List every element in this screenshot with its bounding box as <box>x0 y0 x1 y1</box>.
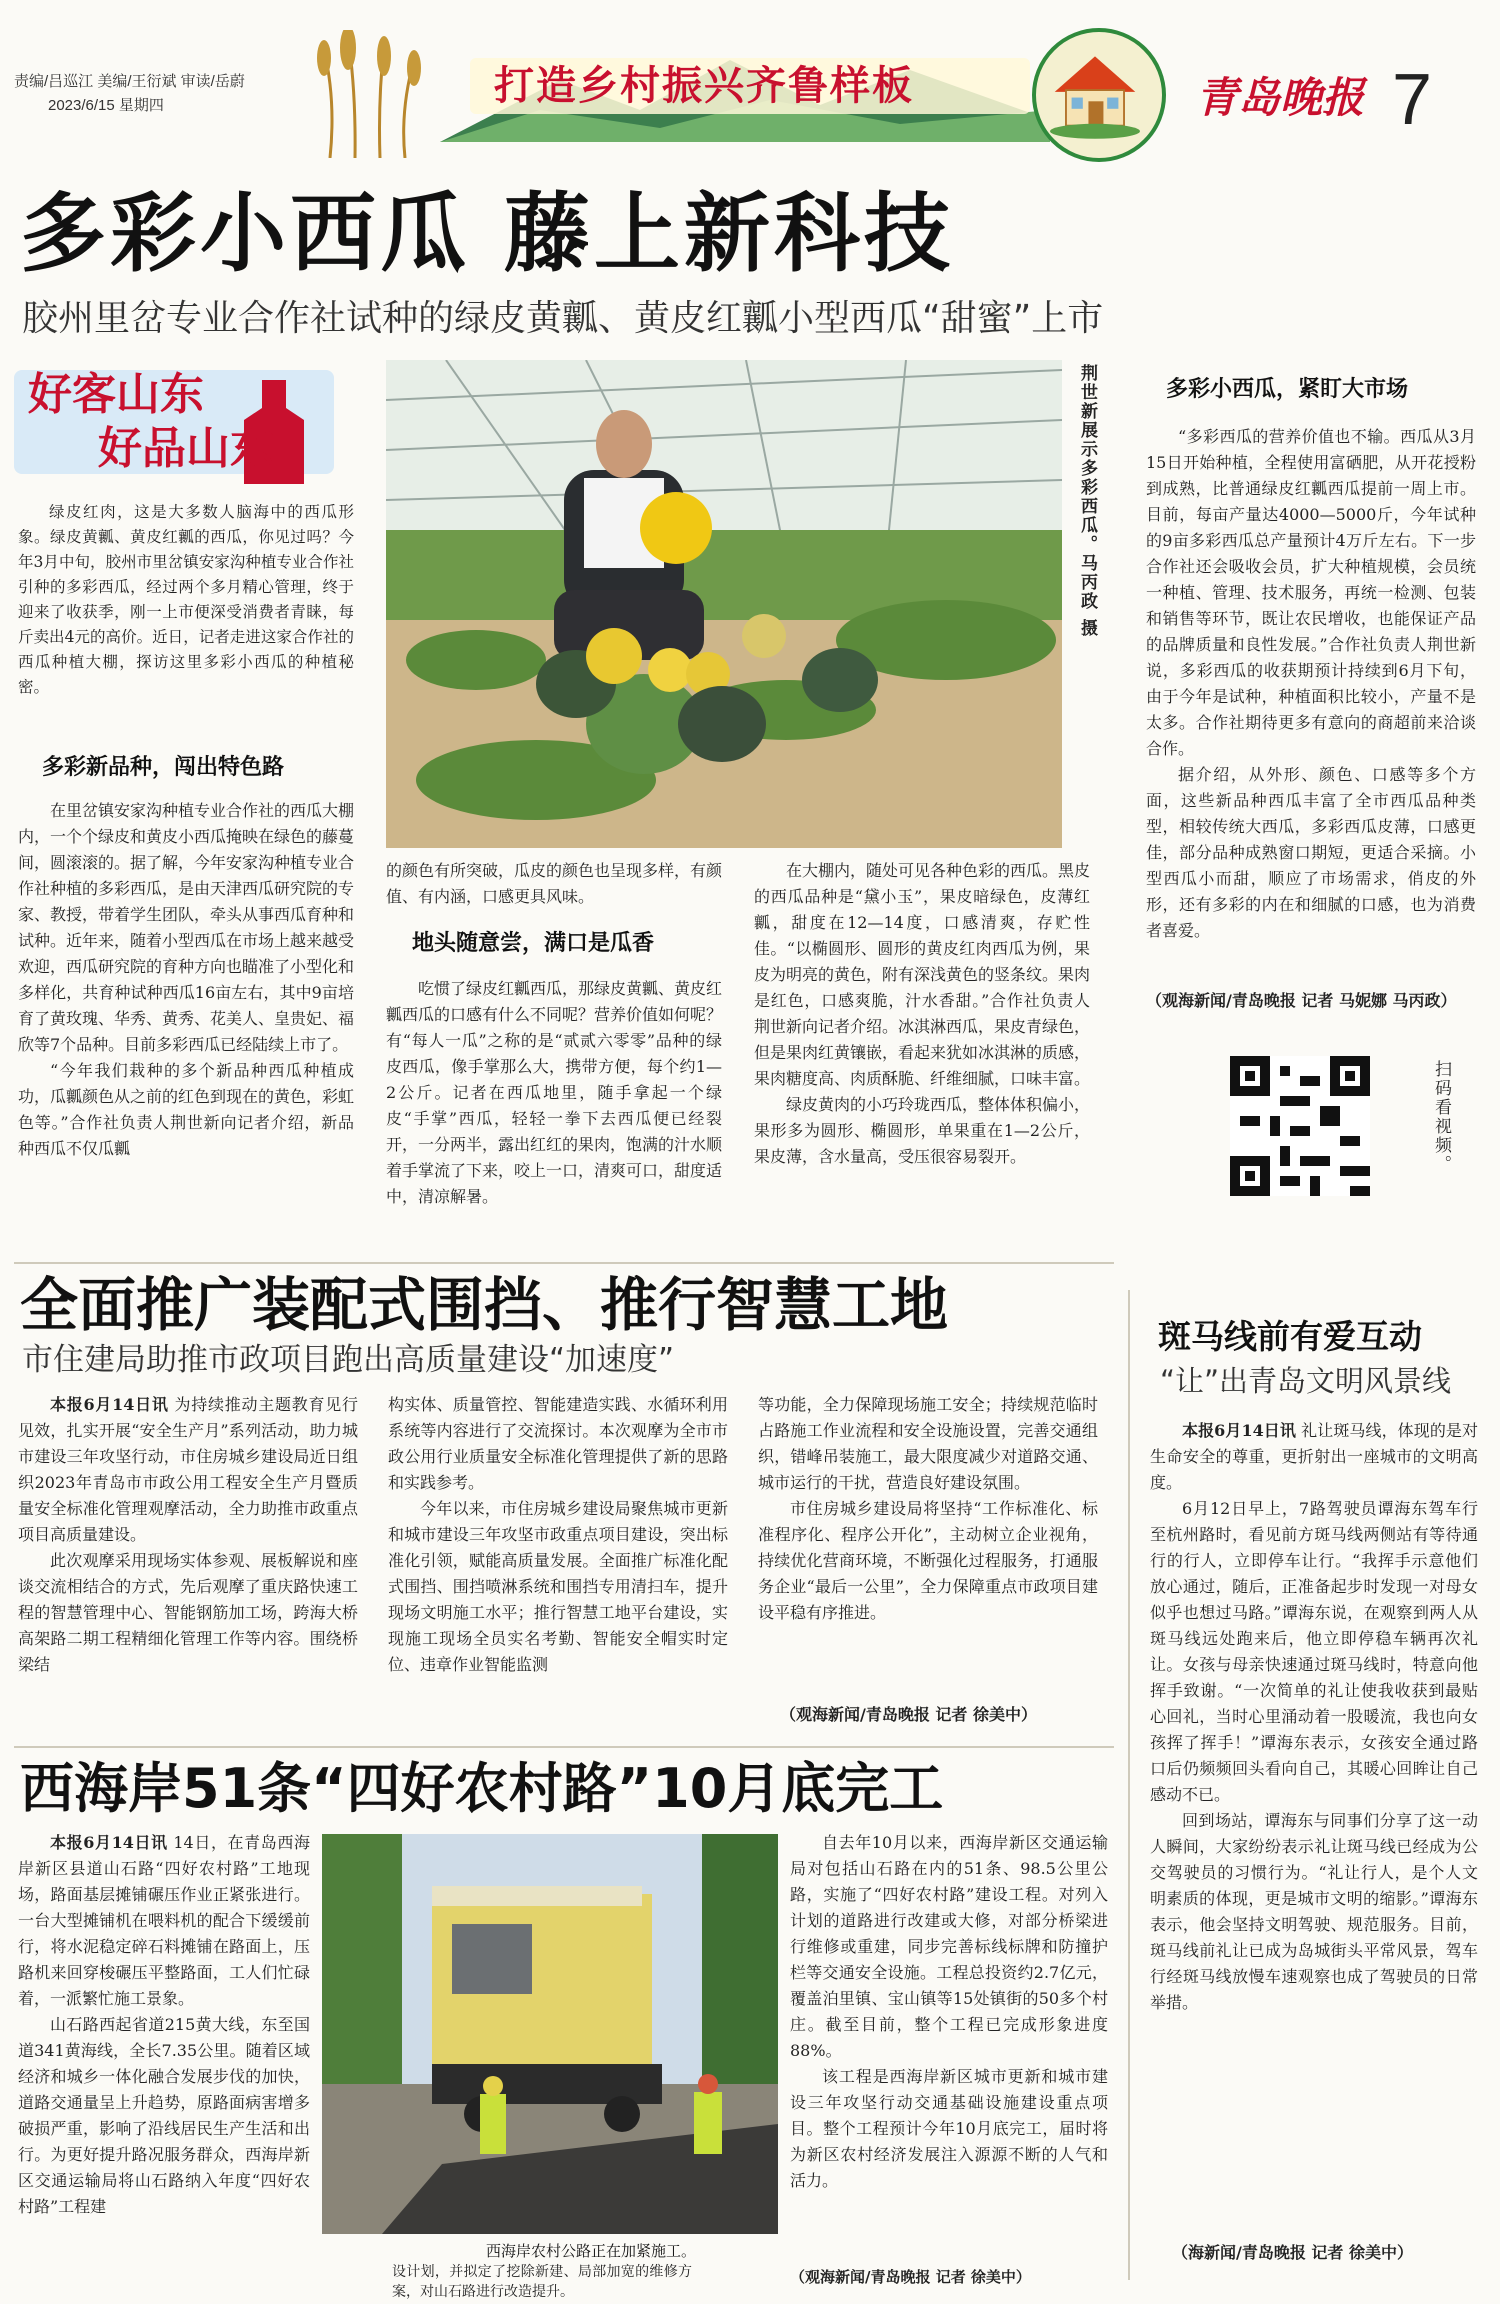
article2-subhead: 市住建局助推市政项目跑出高质量建设“加速度” <box>22 1342 675 1378</box>
paragraph: 6月12日早上，7路驾驶员谭海东驾车行至杭州路时，看见前方斑马线两侧站有等待通行的行人，立即停车让行。“我挥手示意他们放心通过，随后，正准备起步时发现一对母女似乎也想过马路。”谭海东说，在观察到两人从斑马线远处跑来后，他立即停稳车辆再次礼让。女孩与母亲快速通过斑马线时，特意向他挥手致谢。“一次简单的礼让使我收获到最贴心回礼，当时心里涌动着一股暖流，我也向女孩挥了挥手！”谭海东表示，女孩安全通过路口后仍频频回头看向自己，其暖心回眸让自己感动不已。 <box>1150 1499 1478 1804</box>
dateline: 本报6月14日讯 <box>50 1833 168 1852</box>
paragraph: 在大棚内，随处可见各种色彩的西瓜。黑皮的西瓜品种是“黛小玉”，果皮暗绿色，皮薄红瓤，甜度在12—14度，口感清爽，存贮性佳。“以椭圆形、圆形的黄皮红肉西瓜为例，果皮为明亮的黄色，附有深浅黄色的竖条纹。果肉是红色，口感爽脆，汁水香甜。”合作社负责人荆世新向记者介绍。冰淇淋西瓜，果皮青绿色，但是果肉红黄镶嵌，看起来犹如冰淇淋的质感，果肉糖度高、肉质酥脆、纤维细腻，口味丰富。 <box>754 861 1090 1088</box>
banner-title: 打造乡村振兴齐鲁样板 <box>494 63 914 109</box>
article2-col1 <box>18 1392 358 1728</box>
melon-photo <box>386 360 1062 848</box>
dateline: 本报6月14日讯 <box>50 1395 169 1414</box>
issue-date: 2023/6/15 星期四 <box>48 97 164 114</box>
article2-byline: （观海新闻/青岛晚报 记者 徐美中） <box>780 1705 1037 1724</box>
qr-code-icon[interactable] <box>1230 1056 1370 1196</box>
paragraph-text: 礼让斑马线，体现的是对生命安全的尊重，更折射出一座城市的文明高度。 <box>1150 1421 1478 1492</box>
paragraph: 绿皮黄肉的小巧玲珑西瓜，整体体积偏小，果形多为圆形、椭圆形，单果重在1—2公斤，果皮薄，含水量高，受压很容易裂开。 <box>754 1095 1090 1166</box>
article1-subhead: 胶州里岔专业合作社试种的绿皮黄瓤、黄皮红瓤小型西瓜“甜蜜”上市 <box>22 298 1104 339</box>
article4-col3 <box>790 1830 1108 2260</box>
article2-col2 <box>388 1392 728 1728</box>
credits-line: 责编/吕巡江 美编/王衍斌 审读/岳蔚 <box>14 73 245 90</box>
article2-headline: 全面推广装配式围挡、推行智慧工地 <box>20 1271 949 1339</box>
paragraph: 今年以来，市住房城乡建设局聚焦城市更新和城市建设三年攻坚市政重点项目建设，突出标准化引领，赋能高质量发展。全面推广标准化配式围挡、围挡喷淋系统和围挡专用清扫车，提升现场文明施工水平；推行智慧工地平台建设，实现施工现场全员实名考勤、智能安全帽实时定位、违章作业智能监测 <box>388 1499 728 1674</box>
paragraph: 回到场站，谭海东与同事们分享了这一动人瞬间，大家纷纷表示礼让斑马线已经成为公交驾驶员的习惯行为。“礼让行人，是个人文明素质的体现，更是城市文明的缩影。”谭海东表示，他会坚持文明驾驶、规范服务。目前，斑马线前礼让已成为岛城街头平常风景，驾车行经斑马线放慢车速观察也成了驾驶员的日常举措。 <box>1150 1811 1478 2012</box>
paragraph <box>1150 1418 1478 1496</box>
article1-section1-title: 多彩新品种，闯出特色路 <box>42 755 285 780</box>
paragraph: 此次观摩采用现场实体参观、展板解说和座谈交流相结合的方式，先后观摩了重庆路快速工程的智慧管理中心、智能钢筋加工场，跨海大桥高架路二期工程精细化管理工作等内容。围绕桥梁结 <box>18 1551 358 1674</box>
newspaper-name: 青岛晚报 <box>1196 73 1365 122</box>
article2-col3 <box>758 1392 1098 1702</box>
article3-headline: 斑马线前有爱互动 <box>1158 1317 1422 1356</box>
paragraph: 设计划，并拟定了挖除新建、局部加宽的维修方案，对山石路进行改造提升。 <box>392 2264 692 2300</box>
article3-byline: （海新闻/青岛晚报 记者 徐美中） <box>1172 2243 1413 2262</box>
paragraph: “多彩西瓜的营养价值也不输。西瓜从3月15日开始种植，全程使用富硒肥，从开花授粉到成熟，比普通绿皮红瓤西瓜提前一周上市。目前，每亩产量达4000—5000斤，今年试种的9亩多彩西瓜总产量预计4万斤左右。下一步合作社还会吸收会员，扩大种植规模，会员统一种植、管理、技术服务，再统一检测、包装和销售等环节，既让农民增收，也能保证产品的品牌质量和良性发展。”合作社负责人荆世新说，多彩西瓜的收获期预计持续到6月下旬，由于今年是试种，种植面积比较小，产量不是太多。合作社期待更多有意向的商超前来洽谈合作。 <box>1146 427 1476 758</box>
photo-caption: 荆世新展示多彩西瓜。马丙政 摄 <box>1077 364 1097 638</box>
editor-credits <box>14 70 245 118</box>
page-number: 7 <box>1392 60 1433 140</box>
article1-col2-top <box>386 858 722 914</box>
article4-byline: （观海新闻/青岛晚报 记者 徐美中） <box>790 2268 1031 2286</box>
article1-section3-title: 多彩小西瓜，紧盯大市场 <box>1166 377 1409 402</box>
qr-caption: 扫码看视频。 <box>1431 1060 1451 1174</box>
intro-paragraph: 绿皮红肉，这是大多数人脑海中的西瓜形象。绿皮黄瓤、黄皮红瓤的西瓜，你见过吗？今年3月中旬，胶州市里岔镇安家沟种植专业合作社引种的多彩西瓜，经过两个多月精心管理，终于迎来了收获季，刚一上市便深受消费者青睐，每斤卖出4元的高价。近日，记者走进这家合作社的西瓜种植大棚，探访这里多彩小西瓜的种植秘密。 <box>18 503 354 696</box>
paragraph: 构实体、质量管控、智能建造实践、水循环利用系统等内容进行了交流探讨。本次观摩为全市市政公用行业质量安全标准化管理提供了新的思路和实践参考。 <box>388 1395 728 1492</box>
paragraph: 自去年10月以来，西海岸新区交通运输局对包括山石路在内的51条、98.5公里公路，实施了“四好农村路”建设工程。对列入计划的道路进行改建或大修，对部分桥梁进行维修或重建，同步完善标线标牌和防撞护栏等交通安全设施。工程总投资约2.7亿元，覆盖泊里镇、宝山镇等15处镇街的50多个村庄。截至目前，整个工程已完成形象进度88%。 <box>790 1833 1108 2060</box>
article4-col1 <box>18 1830 310 2292</box>
house-icon <box>1032 28 1166 162</box>
paragraph: 市住房城乡建设局将坚持“工作标准化、标准程序化、程序公开化”，主动树立企业视角，持续优化营商环境，不断强化过程服务，打通服务企业“最后一公里”，全力保障重点市政项目建设平稳有序推进。 <box>758 1499 1098 1622</box>
article3-body <box>1150 1418 1478 2230</box>
paragraph: 吃惯了绿皮红瓤西瓜，那绿皮黄瓤、黄皮红瓤西瓜的口感有什么不同呢？营养价值如何呢？有“每人一瓜”之称的是“贰贰六零零”品种的绿皮西瓜，像手掌那么大，携带方便，每个约1—2公斤。记者在西瓜地里，随手拿起一个绿皮“手掌”西瓜，轻轻一拳下去西瓜便已经裂开，一分两半，露出红红的果肉，饱满的汁水顺着手掌流了下来，咬上一口，清爽可口，甜度适中，清凉解暑。 <box>386 979 722 1206</box>
article1-section2-title: 地头随意尝，满口是瓜香 <box>412 931 655 956</box>
paragraph: 山石路西起省道215黄大线，东至国道341黄海线，全长7.35公里。随着区域经济和城乡一体化融合发展步伐的加快，道路交通量呈上升趋势，原路面病害增多破损严重，影响了沿线居民生产生活和出行。为更好提升路况服务群众，西海岸新区交通运输局将山石路纳入年度“四好农村路”工程建 <box>18 2015 310 2216</box>
column-divider <box>1128 1290 1130 2280</box>
paragraph: 据介绍，从外形、颜色、口感等多个方面，这些新品种西瓜丰富了全市西瓜品种类型，相较传统大西瓜，多彩西瓜皮薄，口感更佳，部分品种成熟窗口期短，更适合采摘。小型西瓜小而甜，顺应了市场需求，俏皮的外形，还有多彩的内在和细腻的口感，也为消费者喜爱。 <box>1146 765 1476 940</box>
article1-col1 <box>18 798 354 1284</box>
paragraph: 等功能，全力保障现场施工安全；持续规范临时占路施工作业流程和安全设施设置，完善交通组织，错峰吊装施工，最大限度减少对道路交通、城市运行的干扰，营造良好建设氛围。 <box>758 1395 1098 1492</box>
wheat-illustration <box>310 30 440 158</box>
divider <box>14 1262 1114 1264</box>
article1-headline: 多彩小西瓜 藤上新科技 <box>20 184 954 284</box>
paragraph: “今年我们栽种的多个新品种西瓜种植成功，瓜瓤颜色从之前的红色到现在的黄色，彩虹色等。”合作社负责人荆世新向记者介绍，新品种西瓜不仅瓜瓤 <box>18 1061 354 1158</box>
paragraph: 的颜色有所突破，瓜皮的颜色也呈现多样，有颜值、有内涵，口感更具风味。 <box>386 861 722 906</box>
article3-subhead: “让”出青岛文明风景线 <box>1160 1364 1452 1398</box>
road-construction-photo <box>322 1834 778 2234</box>
paragraph <box>18 1830 310 2012</box>
article4-headline: 西海岸51条“四好农村路”10月底完工 <box>20 1757 944 1820</box>
article1-intro <box>18 500 354 726</box>
divider <box>14 1746 1114 1748</box>
article1-byline: （观海新闻/青岛晚报 记者 马妮娜 马丙政） <box>1146 991 1457 1010</box>
article1-col4 <box>1146 424 1476 986</box>
page-header <box>0 0 1500 160</box>
paragraph-text: 14日，在青岛西海岸新区县道山石路“四好农村路”工地现场，路面基层摊铺碾压作业正紧张进行。一台大型摊铺机在喂料机的配合下缓缓前行，将水泥稳定碎石料摊铺在路面上，压路机来回穿梭碾压平整路面，工人们忙碌着，一派繁忙施工景象。 <box>18 1833 310 2008</box>
dateline: 本报6月14日讯 <box>1182 1421 1296 1440</box>
paragraph-text: 为持续推动主题教育见行见效，扎实开展“安全生产月”系列活动，助力城市建设三年攻坚行动，市住房城乡建设局近日组织2023年青岛市市政公用工程安全生产月暨质量安全标准化管理观摩活动，全力助推市政重点项目高质量建设。 <box>18 1395 358 1544</box>
photo-caption: 西海岸农村公路正在加紧施工。 <box>486 2242 697 2260</box>
logo-text-1: 好客山东 <box>28 369 204 420</box>
good-products-logo <box>14 360 364 484</box>
article1-col3 <box>754 858 1090 1238</box>
paragraph <box>18 1392 358 1548</box>
paragraph: 该工程是西海岸新区城市更新和城市建设三年攻坚行动交通基础设施建设重点项目。整个工程预计今年10月底完工，届时将为新区农村经济发展注入源源不断的人气和活力。 <box>790 2067 1108 2190</box>
paragraph: 在里岔镇安家沟种植专业合作社的西瓜大棚内，一个个绿皮和黄皮小西瓜掩映在绿色的藤蔓间，圆滚滚的。据了解，今年安家沟种植专业合作社种植的多彩西瓜，是由天津西瓜研究院的专家、教授，带着学生团队，牵头从事西瓜育种和试种。近年来，随着小型西瓜在市场上越来越受欢迎，西瓜研究院的育种方向也瞄准了小型化和多样化，共育种试种西瓜16亩左右，其中9亩培育了黄玫瑰、华秀、黄秀、花美人、皇贵妃、福欣等7个品种。目前多彩西瓜已经陆续上市了。 <box>18 801 354 1054</box>
article1-col2 <box>386 976 722 1236</box>
logo-text-2: 好品山东 <box>98 423 274 474</box>
article4-continuation <box>392 2262 692 2302</box>
